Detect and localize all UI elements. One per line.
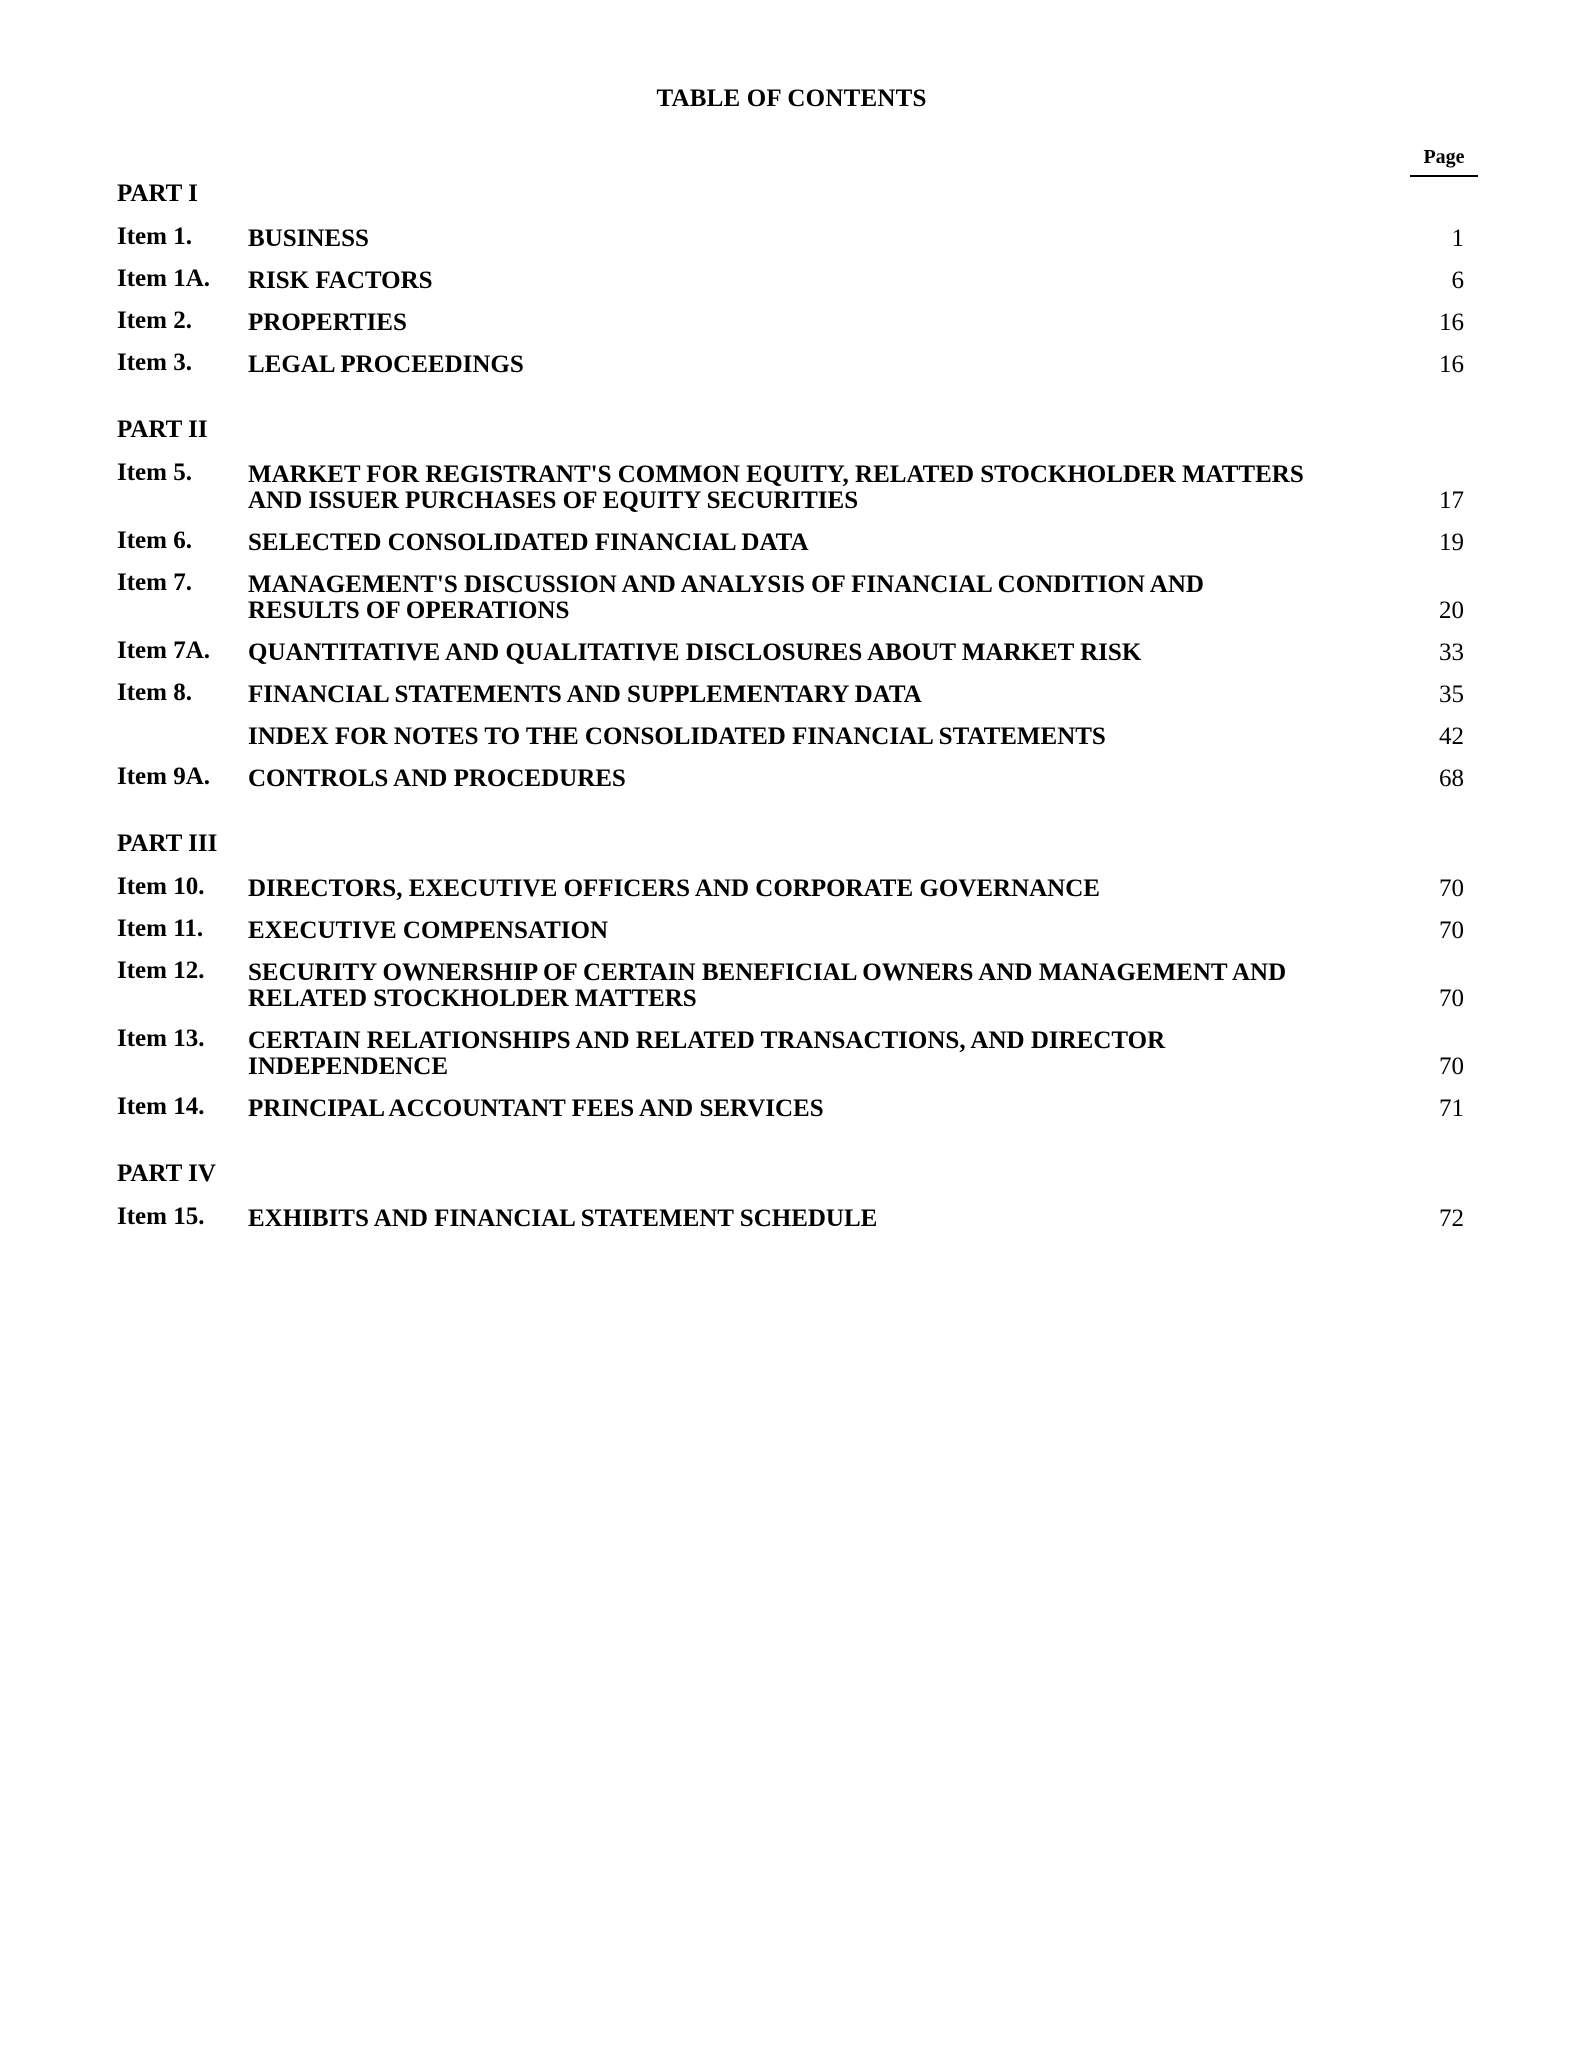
item-page-number: 72 <box>1439 1205 1464 1232</box>
item-title[interactable] <box>248 638 1404 666</box>
item-title-line: INDEPENDENCE <box>248 1053 449 1080</box>
item-page-number: 42 <box>1439 723 1464 750</box>
item-page-number: 33 <box>1439 639 1464 666</box>
item-number: Item 3. <box>117 349 192 376</box>
item-title-line: EXHIBITS AND FINANCIAL STATEMENT SCHEDULE <box>248 1205 878 1232</box>
item-number: Item 7. <box>117 569 192 596</box>
item-number: Item 13. <box>117 1025 205 1052</box>
item-number: Item 6. <box>117 527 192 554</box>
item-title[interactable] <box>248 570 1404 624</box>
toc-entry[interactable] <box>117 764 1467 792</box>
item-title[interactable] <box>248 1204 1404 1232</box>
item-page-number: 20 <box>1439 597 1464 624</box>
item-number: Item 7A. <box>117 637 211 664</box>
item-title-line: RESULTS OF OPERATIONS <box>248 597 570 624</box>
toc-entry[interactable] <box>117 460 1467 514</box>
item-title-line: QUANTITATIVE AND QUALITATIVE DISCLOSURES ABOUT MARKET RISK <box>248 639 1142 666</box>
item-title[interactable] <box>248 722 1404 750</box>
item-number: Item 1. <box>117 223 192 250</box>
toc-entry[interactable] <box>117 1204 1467 1232</box>
item-title-line: MARKET FOR REGISTRANT'S COMMON EQUITY, RELATED STOCKHOLDER MATTERS <box>248 461 1304 488</box>
item-page-number: 71 <box>1439 1095 1464 1122</box>
item-page-number: 70 <box>1439 917 1464 944</box>
item-title-line: CERTAIN RELATIONSHIPS AND RELATED TRANSACTIONS, AND DIRECTOR <box>248 1027 1166 1054</box>
item-title-line: SELECTED CONSOLIDATED FINANCIAL DATA <box>248 529 809 556</box>
item-title[interactable] <box>248 1094 1404 1122</box>
item-number: Item 5. <box>117 459 192 486</box>
item-title[interactable] <box>248 1026 1404 1080</box>
part-heading: PART III <box>117 830 218 857</box>
part-heading: PART I <box>117 180 198 207</box>
toc-entry[interactable] <box>117 266 1467 294</box>
toc-entry[interactable] <box>117 224 1467 252</box>
item-page-number: 70 <box>1439 985 1464 1012</box>
toc-entry[interactable] <box>117 874 1467 902</box>
item-title[interactable] <box>248 350 1404 378</box>
toc-entry[interactable] <box>117 1094 1467 1122</box>
table-of-contents <box>117 180 1467 1246</box>
toc-entry[interactable] <box>117 722 1467 750</box>
item-title-line: INDEX FOR NOTES TO THE CONSOLIDATED FINANCIAL STATEMENTS <box>248 723 1106 750</box>
item-page-number: 70 <box>1439 875 1464 902</box>
item-title-line: BUSINESS <box>248 225 369 252</box>
page-column-header: Page <box>1410 146 1478 177</box>
toc-entry[interactable] <box>117 570 1467 624</box>
page-title: TABLE OF CONTENTS <box>656 85 927 112</box>
item-title[interactable] <box>248 958 1404 1012</box>
item-title-line: SECURITY OWNERSHIP OF CERTAIN BENEFICIAL OWNERS AND MANAGEMENT AND <box>248 959 1287 986</box>
item-title-line: PROPERTIES <box>248 309 407 336</box>
item-page-number: 68 <box>1439 765 1464 792</box>
toc-entry[interactable] <box>117 528 1467 556</box>
toc-entry[interactable] <box>117 916 1467 944</box>
item-title[interactable] <box>248 266 1404 294</box>
toc-entry[interactable] <box>117 958 1467 1012</box>
item-title-line: AND ISSUER PURCHASES OF EQUITY SECURITIES <box>248 487 859 514</box>
item-page-number: 6 <box>1451 267 1464 294</box>
item-number: Item 11. <box>117 915 204 942</box>
item-page-number: 1 <box>1451 225 1464 252</box>
item-number: Item 15. <box>117 1203 205 1230</box>
item-number: Item 8. <box>117 679 192 706</box>
item-number: Item 9A. <box>117 763 211 790</box>
toc-entry[interactable] <box>117 308 1467 336</box>
item-number: Item 2. <box>117 307 192 334</box>
item-title[interactable] <box>248 308 1404 336</box>
item-title[interactable] <box>248 224 1404 252</box>
toc-entry[interactable] <box>117 638 1467 666</box>
item-page-number: 35 <box>1439 681 1464 708</box>
item-title-line: RISK FACTORS <box>248 267 433 294</box>
item-title-line: MANAGEMENT'S DISCUSSION AND ANALYSIS OF FINANCIAL CONDITION AND <box>248 571 1204 598</box>
item-title-line: DIRECTORS, EXECUTIVE OFFICERS AND CORPORATE GOVERNANCE <box>248 875 1100 902</box>
item-page-number: 70 <box>1439 1053 1464 1080</box>
part-heading: PART IV <box>117 1160 216 1187</box>
item-number: Item 12. <box>117 957 205 984</box>
toc-entry[interactable] <box>117 1026 1467 1080</box>
item-page-number: 16 <box>1439 351 1464 378</box>
item-title[interactable] <box>248 460 1404 514</box>
item-title[interactable] <box>248 916 1404 944</box>
item-page-number: 19 <box>1439 529 1464 556</box>
toc-entry[interactable] <box>117 350 1467 378</box>
toc-entry[interactable] <box>117 680 1467 708</box>
item-page-number: 17 <box>1439 487 1464 514</box>
item-title-line: RELATED STOCKHOLDER MATTERS <box>248 985 697 1012</box>
item-title[interactable] <box>248 528 1404 556</box>
item-title[interactable] <box>248 764 1404 792</box>
item-title[interactable] <box>248 680 1404 708</box>
item-number: Item 1A. <box>117 265 211 292</box>
item-title-line: FINANCIAL STATEMENTS AND SUPPLEMENTARY DATA <box>248 681 922 708</box>
item-title-line: EXECUTIVE COMPENSATION <box>248 917 608 944</box>
item-title-line: CONTROLS AND PROCEDURES <box>248 765 626 792</box>
part-heading: PART II <box>117 416 208 443</box>
item-title[interactable] <box>248 874 1404 902</box>
item-number: Item 14. <box>117 1093 205 1120</box>
item-number: Item 10. <box>117 873 205 900</box>
item-title-line: LEGAL PROCEEDINGS <box>248 351 524 378</box>
item-title-line: PRINCIPAL ACCOUNTANT FEES AND SERVICES <box>248 1095 824 1122</box>
item-page-number: 16 <box>1439 309 1464 336</box>
